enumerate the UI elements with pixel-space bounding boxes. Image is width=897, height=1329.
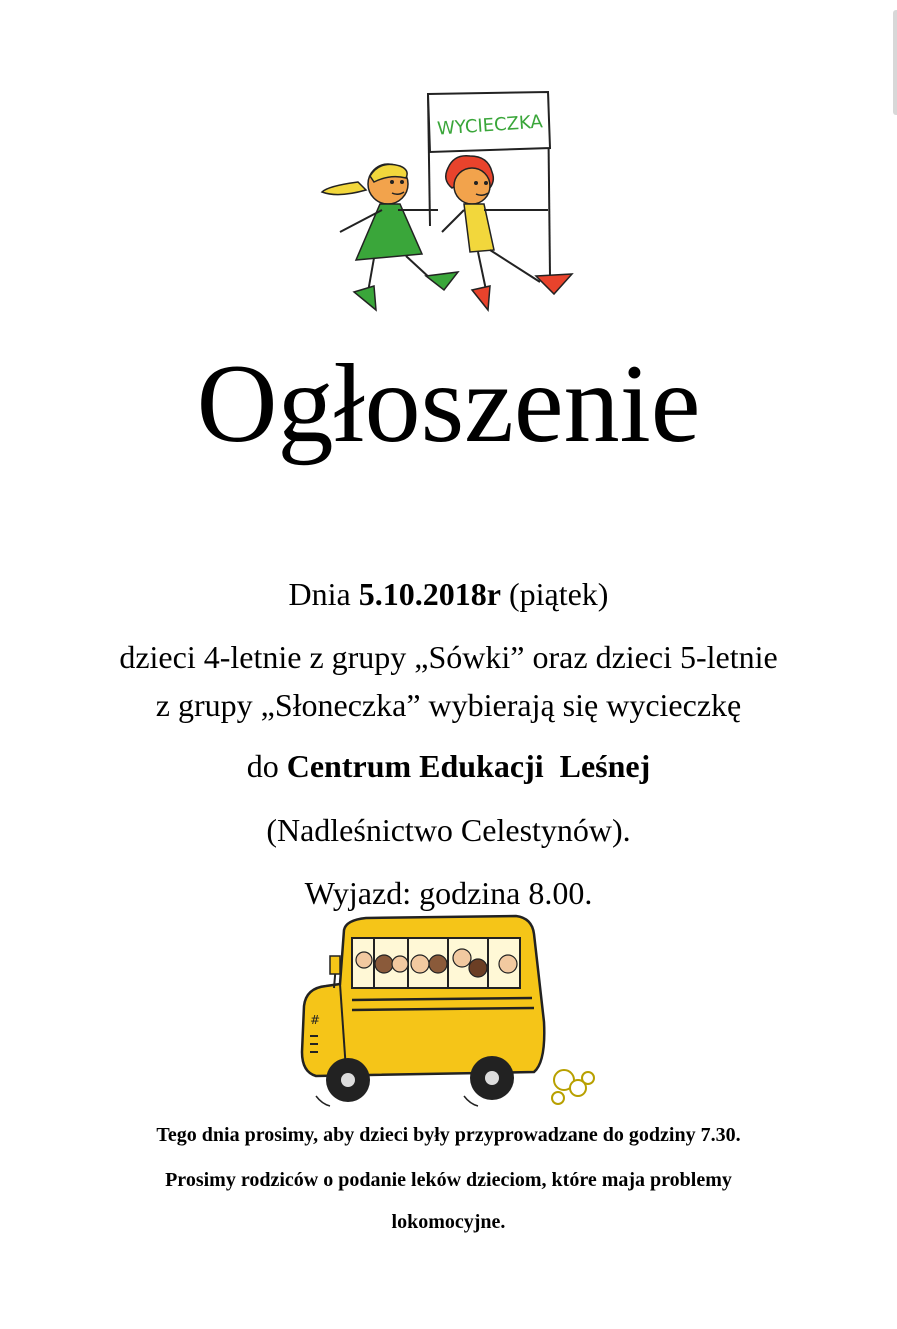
svg-text:#: # — [310, 1013, 321, 1027]
school-bus-illustration — [296, 912, 602, 1112]
date-prefix: Dnia — [288, 576, 359, 612]
destination-line — [0, 746, 897, 786]
destination-prefix: do — [246, 748, 287, 784]
arrival-note: Tego dnia prosimy, aby dzieci były przyprowadzane do godziny 7.30. — [156, 1124, 741, 1146]
date-value: 5.10.2018r — [358, 576, 501, 612]
banner-text: WYCIECZKA — [436, 111, 544, 140]
destination-place: Centrum Edukacji Leśnej — [286, 748, 651, 784]
date-suffix: (piątek) — [500, 576, 609, 612]
groups-line-2: z grupy „Słoneczka” wybierają się wycieczkę — [155, 687, 742, 723]
medicine-note-line-2: lokomocyjne. — [391, 1211, 506, 1233]
date-line — [0, 574, 897, 614]
groups-line-1: dzieci 4-letnie z grupy „Sówki” oraz dzieci 5-letnie — [119, 639, 778, 675]
scroll-edge — [893, 10, 897, 115]
children-with-banner-illustration — [318, 86, 580, 318]
medicine-note-line-1: Prosimy rodziców o podanie leków dzieciom, które maja problemy — [165, 1169, 732, 1191]
district-line: (Nadleśnictwo Celestynów). — [266, 812, 631, 848]
departure-line: Wyjazd: godzina 8.00. — [304, 875, 593, 911]
page-title: Ogłoszenie — [196, 342, 701, 466]
